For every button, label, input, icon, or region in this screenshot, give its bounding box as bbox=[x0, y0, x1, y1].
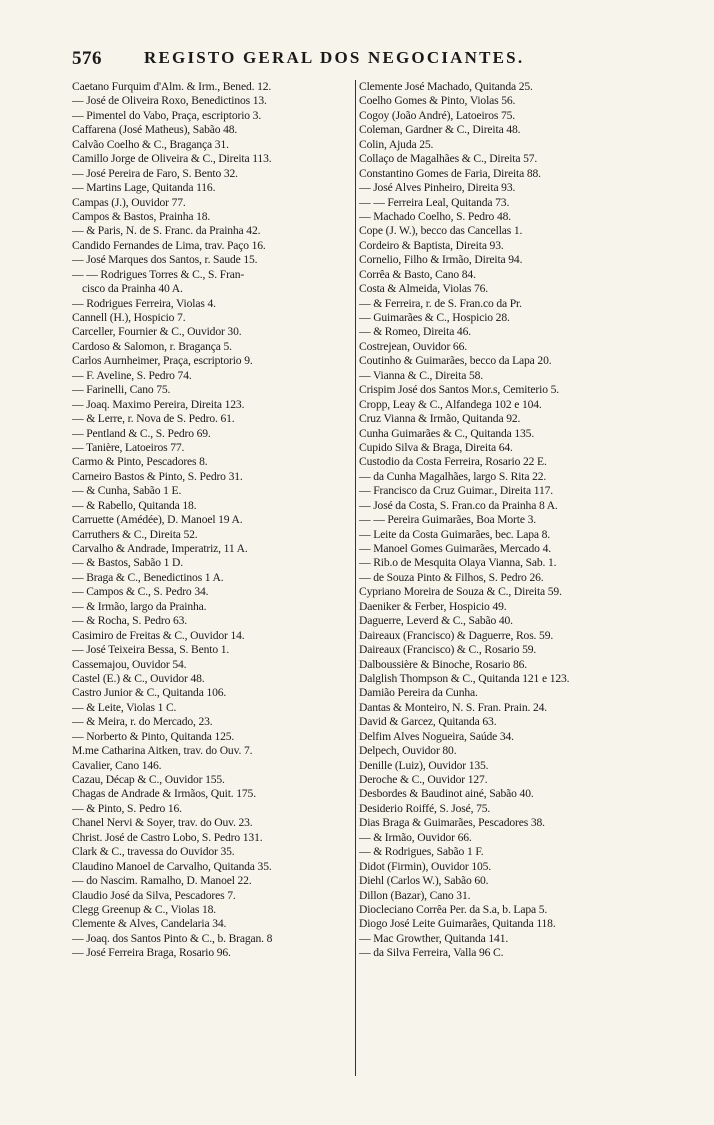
directory-entry: Cazau, Décap & C., Ouvidor 155. bbox=[72, 773, 225, 786]
directory-entry: Carvalho & Andrade, Imperatriz, 11 A. bbox=[72, 542, 248, 555]
directory-entry: — Farinelli, Cano 75. bbox=[72, 383, 171, 397]
directory-entry: Christ. José de Castro Lobo, S. Pedro 131. bbox=[72, 830, 263, 844]
directory-entry: — José da Costa, S. Fran.co da Prainha 8 A. bbox=[359, 498, 558, 512]
directory-entry: — & Ferreira, r. de S. Fran.co da Pr. bbox=[359, 296, 522, 310]
directory-entry: Corrêa & Basto, Cano 84. bbox=[359, 267, 476, 281]
directory-entry: — Tanière, Latoeiros 77. bbox=[72, 440, 185, 454]
directory-entry: — — Ferreira Leal, Quitanda 73. bbox=[359, 195, 510, 209]
directory-entry: — Pentland & C., S. Pedro 69. bbox=[72, 426, 211, 440]
directory-entry: Cypriano Moreira de Souza & C., Direita 59. bbox=[359, 585, 562, 599]
directory-entry: Cavalier, Cano 146. bbox=[72, 758, 162, 772]
directory-entry: — Joaq. Maximo Pereira, Direita 123. bbox=[72, 397, 245, 411]
directory-entry: Diocleciano Corrêa Per. da S.a, b. Lapa 5. bbox=[359, 902, 548, 916]
left-column bbox=[72, 80, 355, 1080]
directory-entry: Dillon (Bazar), Cano 31. bbox=[359, 888, 471, 902]
directory-entry: Daeniker & Ferber, Hospicio 49. bbox=[359, 599, 507, 613]
directory-entry: — de Souza Pinto & Filhos, S. Pedro 26. bbox=[359, 570, 544, 584]
directory-entry: — Pimentel do Vabo, Praça, escriptorio 3. bbox=[72, 108, 262, 122]
directory-entry: Dalboussière & Binoche, Rosario 86. bbox=[359, 657, 527, 671]
running-title: REGISTO GERAL DOS NEGOCIANTES. bbox=[144, 48, 525, 67]
directory-entry: Delfim Alves Nogueira, Saúde 34. bbox=[359, 729, 514, 743]
directory-entry: Claudio José da Silva, Pescadores 7. bbox=[72, 888, 236, 902]
directory-entry: — & Bastos, Sabão 1 D. bbox=[72, 556, 184, 570]
directory-entry: Daguerre, Leverd & C., Sabão 40. bbox=[359, 614, 513, 628]
directory-entry: Coleman, Gardner & C., Direita 48. bbox=[359, 123, 521, 137]
directory-entry: Diogo José Leite Guimarães, Quitanda 118. bbox=[359, 917, 556, 931]
directory-entry: Caffarena (José Matheus), Sabão 48. bbox=[72, 123, 238, 137]
directory-entry: Carruthers & C., Direita 52. bbox=[72, 527, 198, 541]
directory-entry: — & Pinto, S. Pedro 16. bbox=[72, 801, 182, 815]
directory-entry: — & Paris, N. de S. Franc. da Prainha 42. bbox=[72, 224, 261, 238]
page-number: 576 bbox=[72, 48, 102, 69]
directory-entry: Claudino Manoel de Carvalho, Quitanda 35. bbox=[72, 859, 272, 873]
directory-entry: Carneiro Bastos & Pinto, S. Pedro 31. bbox=[72, 469, 243, 483]
directory-entry: cisco da Prainha 40 A. bbox=[82, 282, 183, 296]
directory-entry: Custodio da Costa Ferreira, Rosario 22 E. bbox=[359, 455, 547, 469]
directory-entry: Cunha Guimarães & C., Quitanda 135. bbox=[359, 426, 535, 440]
directory-entry: Colin, Ajuda 25. bbox=[359, 137, 434, 151]
directory-entry: Castro Junior & C., Quitanda 106. bbox=[72, 686, 227, 700]
directory-entry: Camillo Jorge de Oliveira & C., Direita 113. bbox=[72, 152, 272, 166]
directory-entry: — F. Aveline, S. Pedro 74. bbox=[72, 368, 192, 382]
directory-entry: — Machado Coelho, S. Pedro 48. bbox=[359, 209, 511, 223]
directory-entry: — José Marques dos Santos, r. Saude 15. bbox=[72, 253, 258, 267]
directory-entry: Cupido Silva & Braga, Direita 64. bbox=[359, 440, 513, 454]
directory-entry: Clemente José Machado, Quitanda 25. bbox=[359, 80, 533, 93]
directory-entry: — & Irmão, largo da Prainha. bbox=[72, 599, 207, 613]
directory-entry: Cropp, Leay & C., Alfandega 102 e 104. bbox=[359, 397, 542, 411]
directory-entry: — José Pereira de Faro, S. Bento 32. bbox=[72, 166, 238, 180]
directory-entry: — & Leite, Violas 1 C. bbox=[72, 700, 177, 714]
directory-entry: Cassemajou, Ouvidor 54. bbox=[72, 657, 187, 671]
directory-entry: — Mac Growther, Quitanda 141. bbox=[359, 931, 509, 945]
directory-entry: — & Lerre, r. Nova de S. Pedro. 61. bbox=[72, 412, 235, 426]
directory-entry: Cannell (H.), Hospicio 7. bbox=[72, 311, 186, 324]
directory-entry: Coutinho & Guimarães, becco da Lapa 20. bbox=[359, 354, 552, 368]
directory-entry: — da Silva Ferreira, Valla 96 C. bbox=[359, 946, 504, 960]
directory-entry: — Rib.o de Mesquita Olaya Vianna, Sab. 1. bbox=[359, 556, 557, 570]
directory-entry: — & Rabello, Quitanda 18. bbox=[72, 498, 197, 512]
directory-entry: — Rodrigues Ferreira, Violas 4. bbox=[72, 296, 216, 310]
directory-entry: Cruz Vianna & Irmão, Quitanda 92. bbox=[359, 412, 521, 426]
directory-entry: Crispim José dos Santos Mor.s, Cemiterio 5. bbox=[359, 383, 559, 397]
directory-entry: Caetano Furquim d'Alm. & Irm., Bened. 12. bbox=[72, 80, 272, 93]
right-column bbox=[359, 80, 642, 1080]
directory-entry: Cogoy (João André), Latoeiros 75. bbox=[359, 108, 516, 122]
directory-entry: — do Nascim. Ramalho, D. Manoel 22. bbox=[72, 874, 252, 888]
directory-entry: — Braga & C., Benedictinos 1 A. bbox=[72, 570, 224, 584]
directory-entry: Daireaux (Francisco) & Daguerre, Ros. 59. bbox=[359, 628, 554, 642]
directory-entry: Carceller, Fournier & C., Ouvidor 30. bbox=[72, 325, 242, 339]
directory-entry: Chanel Nervi & Soyer, trav. do Ouv. 23. bbox=[72, 816, 253, 830]
directory-entry: Campas (J.), Ouvidor 77. bbox=[72, 195, 186, 209]
directory-entry: Costa & Almeida, Violas 76. bbox=[359, 282, 489, 296]
directory-entry: M.me Catharina Aitken, trav. do Ouv. 7. bbox=[72, 744, 253, 758]
directory-entry: Constantino Gomes de Faria, Direita 88. bbox=[359, 166, 541, 180]
directory-columns bbox=[72, 80, 648, 1080]
directory-entry: — Joaq. dos Santos Pinto & C., b. Bragan. 8 bbox=[72, 931, 273, 945]
directory-entry: Delpech, Ouvidor 80. bbox=[359, 744, 457, 758]
directory-entry: — Leite da Costa Guimarães, bec. Lapa 8. bbox=[359, 527, 551, 541]
directory-entry: — & Rodrigues, Sabão 1 F. bbox=[359, 845, 484, 859]
directory-entry: Casimiro de Freitas & C., Ouvidor 14. bbox=[72, 628, 245, 642]
directory-entry: Cornelio, Filho & Irmão, Direita 94. bbox=[359, 253, 523, 267]
directory-entry: Diehl (Carlos W.), Sabão 60. bbox=[359, 874, 489, 888]
directory-entry: — & Romeo, Direita 46. bbox=[359, 325, 471, 339]
directory-entry: — Vianna & C., Direita 58. bbox=[359, 368, 483, 382]
directory-entry: David & Garcez, Quitanda 63. bbox=[359, 715, 497, 729]
directory-entry: Carruette (Amédée), D. Manoel 19 A. bbox=[72, 513, 243, 527]
directory-entry: Deroche & C., Ouvidor 127. bbox=[359, 773, 488, 786]
directory-entry: Cordeiro & Baptista, Direita 93. bbox=[359, 238, 504, 252]
directory-entry: Didot (Firmin), Ouvidor 105. bbox=[359, 859, 492, 873]
directory-entry: — & Rocha, S. Pedro 63. bbox=[72, 614, 188, 628]
directory-entry: Costrejean, Ouvidor 66. bbox=[359, 339, 467, 353]
directory-entry: — José de Oliveira Roxo, Benedictinos 13. bbox=[72, 94, 267, 108]
directory-entry: — — Rodrigues Torres & C., S. Fran- bbox=[72, 267, 245, 281]
directory-entry: — José Ferreira Braga, Rosario 96. bbox=[72, 946, 231, 960]
directory-entry: — Francisco da Cruz Guimar., Direita 117. bbox=[359, 484, 554, 498]
directory-entry: Clegg Greenup & C., Violas 18. bbox=[72, 902, 217, 916]
directory-entry: Chagas de Andrade & Irmãos, Quit. 175. bbox=[72, 787, 256, 801]
directory-entry: — Martins Lage, Quitanda 116. bbox=[72, 181, 216, 195]
directory-entry: Carmo & Pinto, Pescadores 8. bbox=[72, 455, 208, 469]
directory-entry: Castel (E.) & C., Ouvidor 48. bbox=[72, 671, 205, 685]
directory-entry: — — Pereira Guimarães, Boa Morte 3. bbox=[359, 513, 536, 527]
directory-entry: — José Teixeira Bessa, S. Bento 1. bbox=[72, 643, 230, 657]
directory-entry: Clemente & Alves, Candelaria 34. bbox=[72, 917, 227, 931]
directory-entry: Dias Braga & Guimarães, Pescadores 38. bbox=[359, 816, 545, 830]
directory-entry: Coelho Gomes & Pinto, Violas 56. bbox=[359, 94, 516, 108]
directory-entry: — & Irmão, Ouvidor 66. bbox=[359, 830, 472, 844]
directory-entry: — Norberto & Pinto, Quitanda 125. bbox=[72, 729, 235, 743]
directory-entry: Desiderio Roiffé, S. José, 75. bbox=[359, 801, 491, 815]
directory-entry: Daireaux (Francisco) & C., Rosario 59. bbox=[359, 643, 537, 657]
directory-entry: Dantas & Monteiro, N. S. Fran. Prain. 24. bbox=[359, 700, 548, 714]
directory-entry: — & Cunha, Sabão 1 E. bbox=[72, 484, 182, 498]
directory-entry: — Guimarães & C., Hospicio 28. bbox=[359, 311, 510, 324]
directory-entry: — da Cunha Magalhães, largo S. Rita 22. bbox=[359, 469, 547, 483]
directory-entry: — & Meira, r. do Mercado, 23. bbox=[72, 715, 213, 729]
directory-entry: Cope (J. W.), becco das Cancellas 1. bbox=[359, 224, 523, 238]
directory-entry: Desbordes & Baudinot ainé, Sabão 40. bbox=[359, 787, 534, 801]
directory-entry: Carlos Aurnheimer, Praça, escriptorio 9. bbox=[72, 354, 253, 368]
directory-entry: — José Alves Pinheiro, Direita 93. bbox=[359, 181, 516, 195]
page-header bbox=[72, 48, 652, 74]
column-divider bbox=[355, 80, 356, 1076]
directory-entry: Campos & Bastos, Prainha 18. bbox=[72, 209, 211, 223]
directory-entry: Denille (Luiz), Ouvidor 135. bbox=[359, 758, 489, 772]
directory-entry: — Manoel Gomes Guimarães, Mercado 4. bbox=[359, 542, 551, 555]
directory-entry: Dalglish Thompson & C., Quitanda 121 e 123. bbox=[359, 671, 570, 685]
directory-entry: Collaço de Magalhães & C., Direita 57. bbox=[359, 152, 538, 166]
directory-entry: Calvão Coelho & C., Bragança 31. bbox=[72, 137, 229, 151]
directory-entry: Candido Fernandes de Lima, trav. Paço 16. bbox=[72, 238, 266, 252]
directory-entry: Clark & C., travessa do Ouvidor 35. bbox=[72, 845, 235, 859]
directory-entry: — Campos & C., S. Pedro 34. bbox=[72, 585, 209, 599]
directory-entry: Cardoso & Salomon, r. Bragança 5. bbox=[72, 339, 232, 353]
directory-entry: Damião Pereira da Cunha. bbox=[359, 686, 478, 700]
